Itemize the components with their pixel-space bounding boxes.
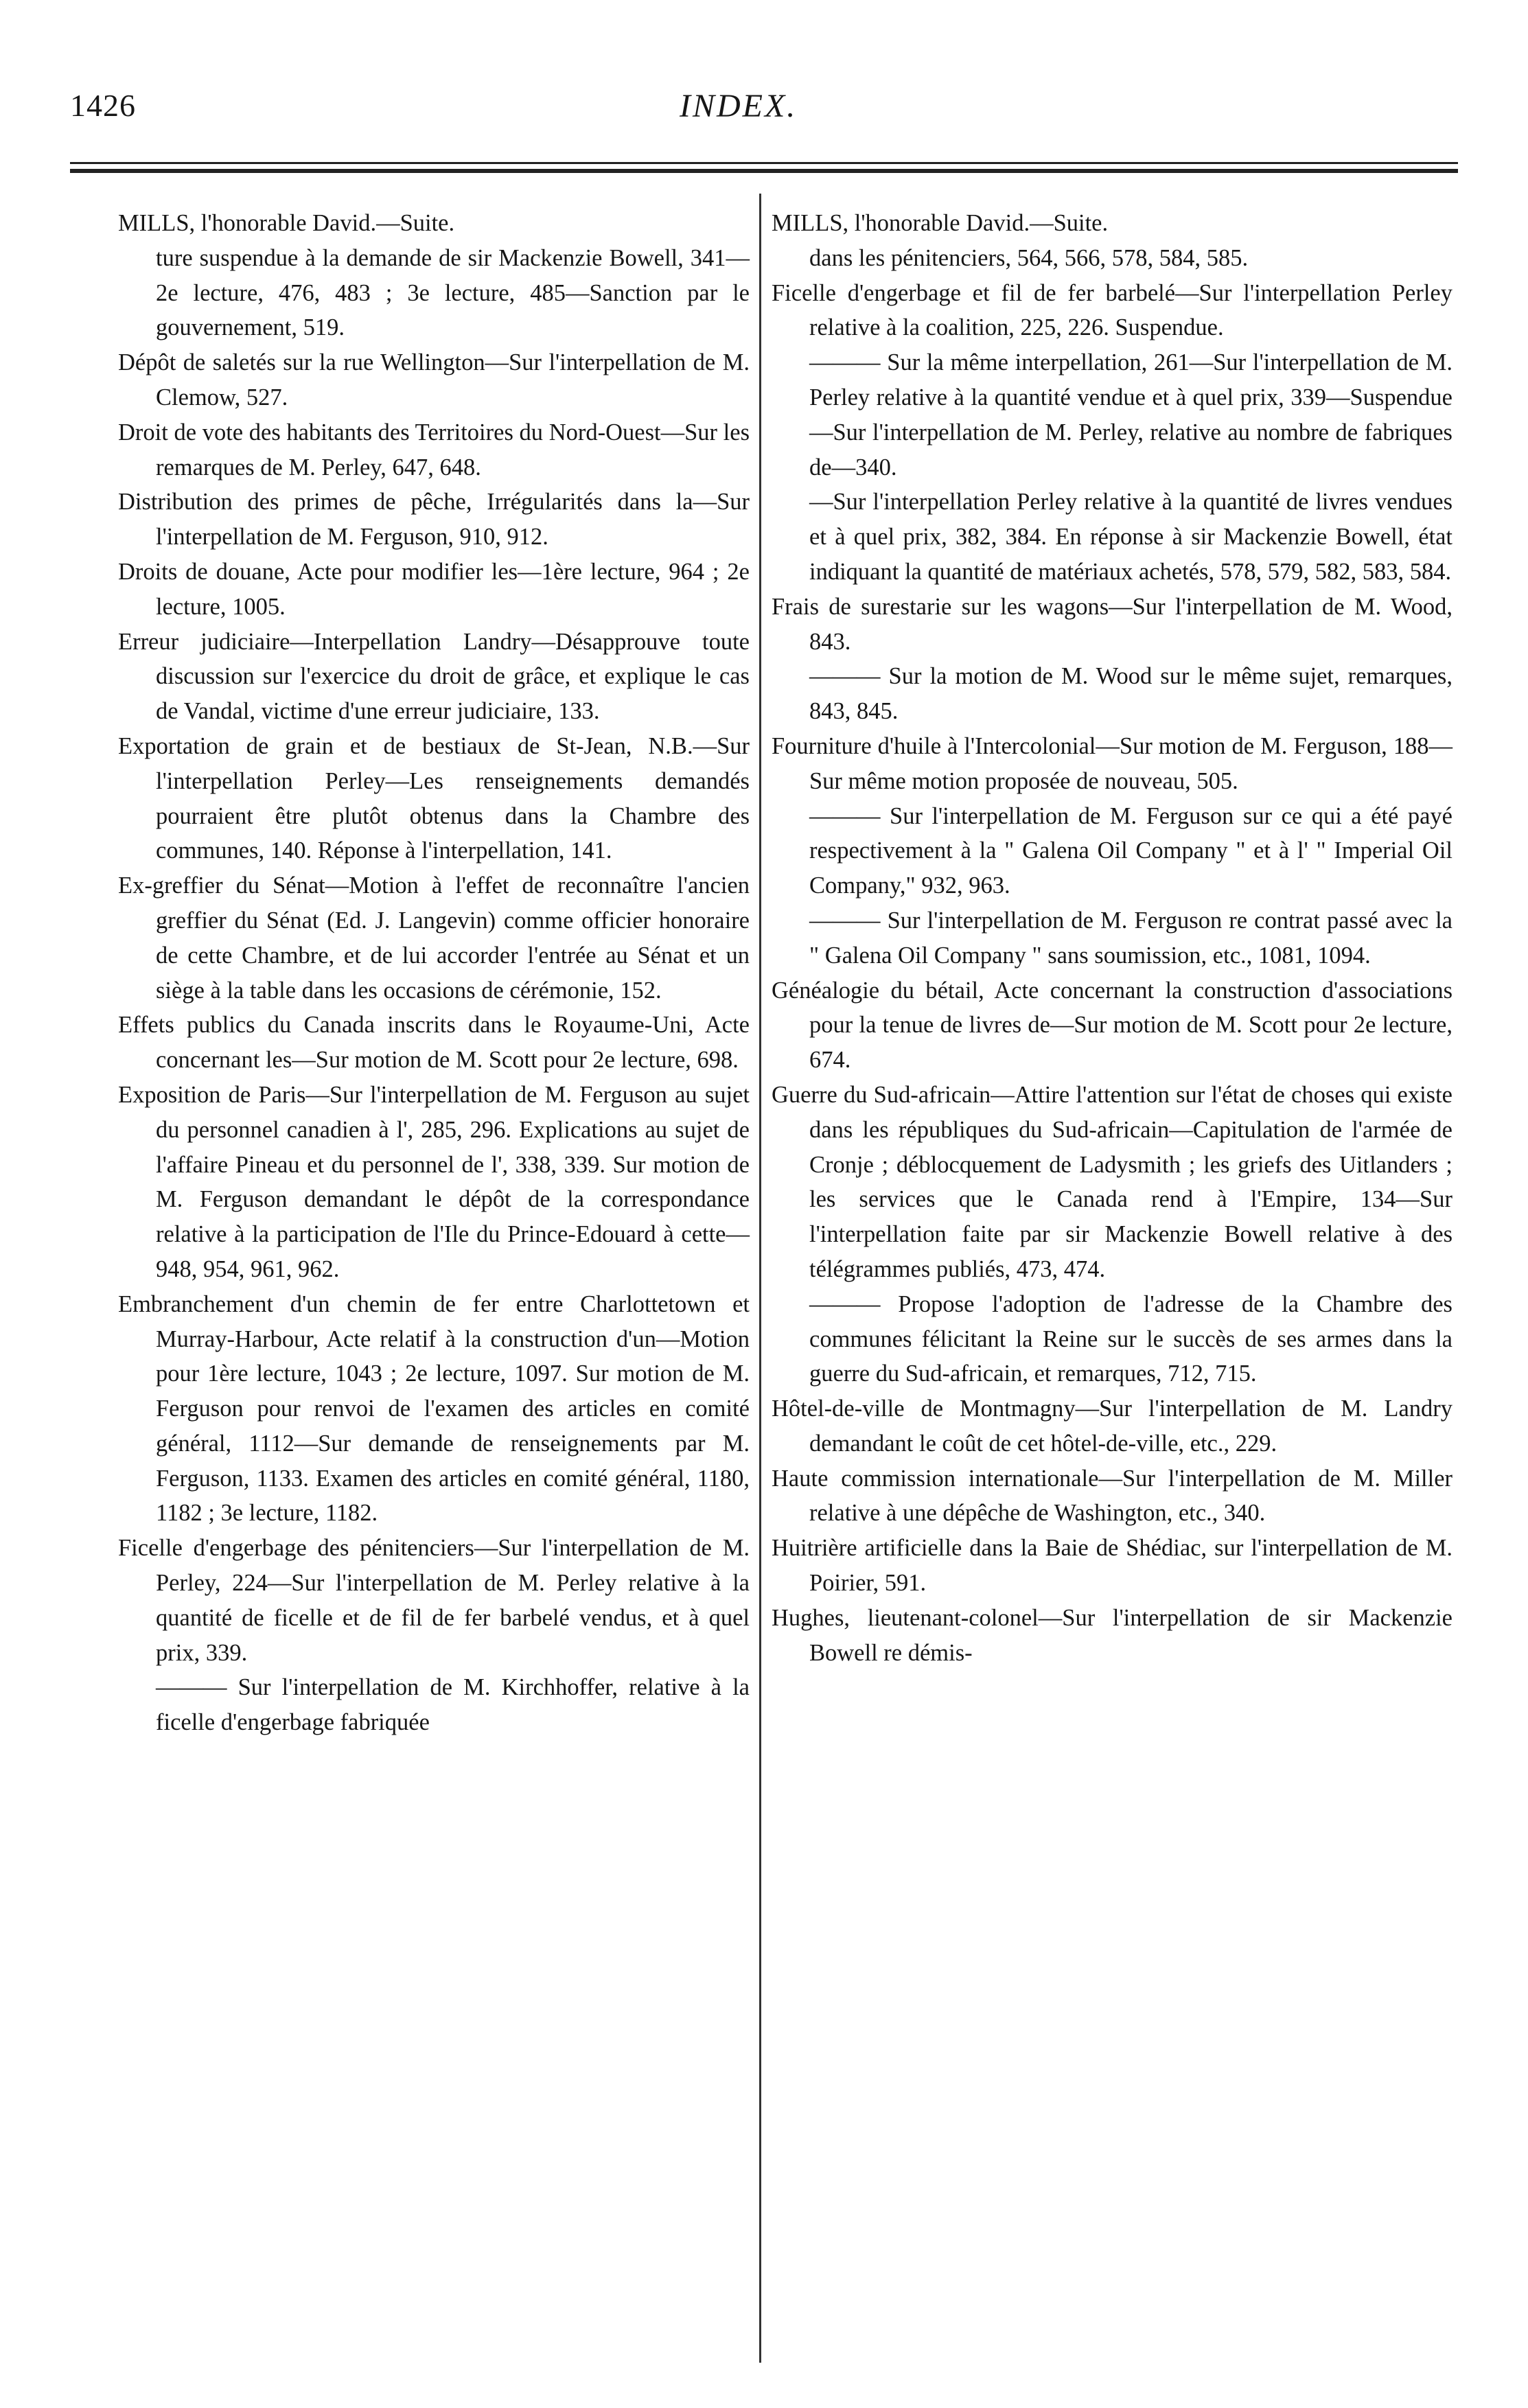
index-entry: Distribution des primes de pêche, Irrégularités dans la—Sur l'interpellation de M. Ferguson, 910, 912. xyxy=(118,489,750,551)
left-entries xyxy=(118,241,750,1740)
index-entry: —Sur l'interpellation Perley relative à la quantité de livres vendues et à quel prix, 382, 384. En réponse à sir Mackenzie Bowell, état indiquant la quantité de matériaux achetés, 578, 579, 582, 583, 584. xyxy=(809,489,1452,585)
index-entry: ——— Propose l'adoption de l'adresse de la Chambre des communes félicitant la Reine sur le succès de ses armes dans la guerre du Sud-africain, et remarques, 712, 715. xyxy=(809,1290,1452,1387)
left-column-heading: MILLS, l'honorable David.—Suite. xyxy=(118,210,455,236)
column-divider xyxy=(759,194,761,2363)
header-rule-thin xyxy=(70,162,1458,164)
index-entry: ——— Sur la même interpellation, 261—Sur l'interpellation de M. Perley relative à la quantité vendue et à quel prix, 339—Suspendue—Sur l'interpellation de M. Perley, relative au nombre de fabriques de—340. xyxy=(809,349,1452,481)
index-entry: Fourniture d'huile à l'Intercolonial—Sur motion de M. Ferguson, 188—Sur même motion proposée de nouveau, 505. xyxy=(772,732,1452,794)
index-entry: Généalogie du bétail, Acte concernant la construction d'associations pour la tenue de livres de—Sur motion de M. Scott pour 2e lecture, 674. xyxy=(772,977,1452,1074)
index-entry: Guerre du Sud-africain—Attire l'attention sur l'état de choses qui existe dans les républiques du Sud-africain—Capitulation de l'armée de Cronje ; déblocquement de Ladysmith ; les griefs des Uitlanders ; les services que le Canada rend à l'Empire, 134—Sur l'interpellation faite par sir Mackenzie Bowell relative à des télégrammes publiés, 473, 474. xyxy=(772,1081,1452,1282)
index-entry: Haute commission internationale—Sur l'interpellation de M. Miller relative à une dépêche de Washington, etc., 340. xyxy=(772,1465,1452,1527)
index-entry: Hughes, lieutenant-colonel—Sur l'interpellation de sir Mackenzie Bowell re démis- xyxy=(772,1604,1452,1666)
index-entry: ture suspendue à la demande de sir Mackenzie Bowell, 341—2e lecture, 476, 483 ; 3e lecture, 485—Sanction par le gouvernement, 519. xyxy=(156,244,750,341)
index-entry: dans les pénitenciers, 564, 566, 578, 584, 585. xyxy=(809,244,1249,271)
index-entry: Ficelle d'engerbage et fil de fer barbelé—Sur l'interpellation Perley relative à la coalition, 225, 226. Suspendue. xyxy=(772,279,1452,341)
right-column xyxy=(772,206,1452,1670)
index-entry: Hôtel-de-ville de Montmagny—Sur l'interpellation de M. Landry demandant le coût de cet hôtel-de-ville, etc., 229. xyxy=(772,1396,1452,1457)
index-entry: Droit de vote des habitants des Territoires du Nord-Ouest—Sur les remarques de M. Perley, 647, 648. xyxy=(118,419,750,481)
index-entry: ——— Sur la motion de M. Wood sur le même sujet, remarques, 843, 845. xyxy=(809,663,1452,725)
right-column-heading: MILLS, l'honorable David.—Suite. xyxy=(772,210,1109,236)
index-entry: Huitrière artificielle dans la Baie de Shédiac, sur l'interpellation de M. Poirier, 591. xyxy=(772,1535,1452,1597)
index-entry: Erreur judiciaire—Interpellation Landry—Désapprouve toute discussion sur l'exercice du droit de grâce, et explique le cas de Vandal, victime d'une erreur judiciaire, 133. xyxy=(118,628,750,725)
index-entry: Dépôt de saletés sur la rue Wellington—Sur l'interpellation de M. Clemow, 527. xyxy=(118,349,750,410)
index-entry: ——— Sur l'interpellation de M. Ferguson re contrat passé avec la " Galena Oil Company " sans soumission, etc., 1081, 1094. xyxy=(809,907,1452,969)
index-entry: Frais de surestarie sur les wagons—Sur l'interpellation de M. Wood, 843. xyxy=(772,593,1452,655)
right-entries xyxy=(772,241,1452,1671)
left-column xyxy=(118,206,750,1740)
index-entry: ——— Sur l'interpellation de M. Kirchhoffer, relative à la ficelle d'engerbage fabriquée xyxy=(156,1674,750,1736)
index-entry: Effets publics du Canada inscrits dans le Royaume-Uni, Acte concernant les—Sur motion de M. Scott pour 2e lecture, 698. xyxy=(118,1012,750,1074)
index-entry: Droits de douane, Acte pour modifier les—1ère lecture, 964 ; 2e lecture, 1005. xyxy=(118,558,750,620)
index-entry: Embranchement d'un chemin de fer entre Charlottetown et Murray-Harbour, Acte relatif à la construction d'un—Motion pour 1ère lecture, 1043 ; 2e lecture, 1097. Sur motion de M. Ferguson pour renvoi de l'examen des articles en comité général, 1112—Sur demande de renseignements par M. Ferguson, 1133. Examen des articles en comité général, 1180, 1182 ; 3e lecture, 1182. xyxy=(118,1290,750,1527)
page-number: 1426 xyxy=(70,88,136,123)
page-header xyxy=(0,79,1528,141)
header-rule-thick xyxy=(70,169,1458,173)
index-entry: Exportation de grain et de bestiaux de St-Jean, N.B.—Sur l'interpellation Perley—Les renseignements demandés pourraient être plutôt obtenus dans la Chambre des communes, 140. Réponse à l'interpellation, 141. xyxy=(118,732,750,864)
index-entry: Exposition de Paris—Sur l'interpellation de M. Ferguson au sujet du personnel canadien à l', 285, 296. Explications au sujet de l'affaire Pineau et du personnel de l', 338, 339. Sur motion de M. Ferguson demandant le dépôt de la correspondance relative à la participation de l'Ile du Prince-Edouard à cette—948, 954, 961, 962. xyxy=(118,1081,750,1282)
index-entry: Ficelle d'engerbage des pénitenciers—Sur l'interpellation de M. Perley, 224—Sur l'interpellation de M. Perley relative à la quantité de ficelle et de fil de fer barbelé vendus, et à quel prix, 339. xyxy=(118,1535,750,1666)
index-entry: Ex-greffier du Sénat—Motion à l'effet de reconnaître l'ancien greffier du Sénat (Ed. J. Langevin) comme officier honoraire de cette Chambre, et de lui accorder l'entrée au Sénat et un siège à la table dans les occasions de cérémonie, 152. xyxy=(118,872,750,1004)
running-head: INDEX. xyxy=(680,88,798,124)
index-entry: ——— Sur l'interpellation de M. Ferguson sur ce qui a été payé respectivement à la " Galena Oil Company " et à l' " Imperial Oil Company," 932, 963. xyxy=(809,802,1452,899)
